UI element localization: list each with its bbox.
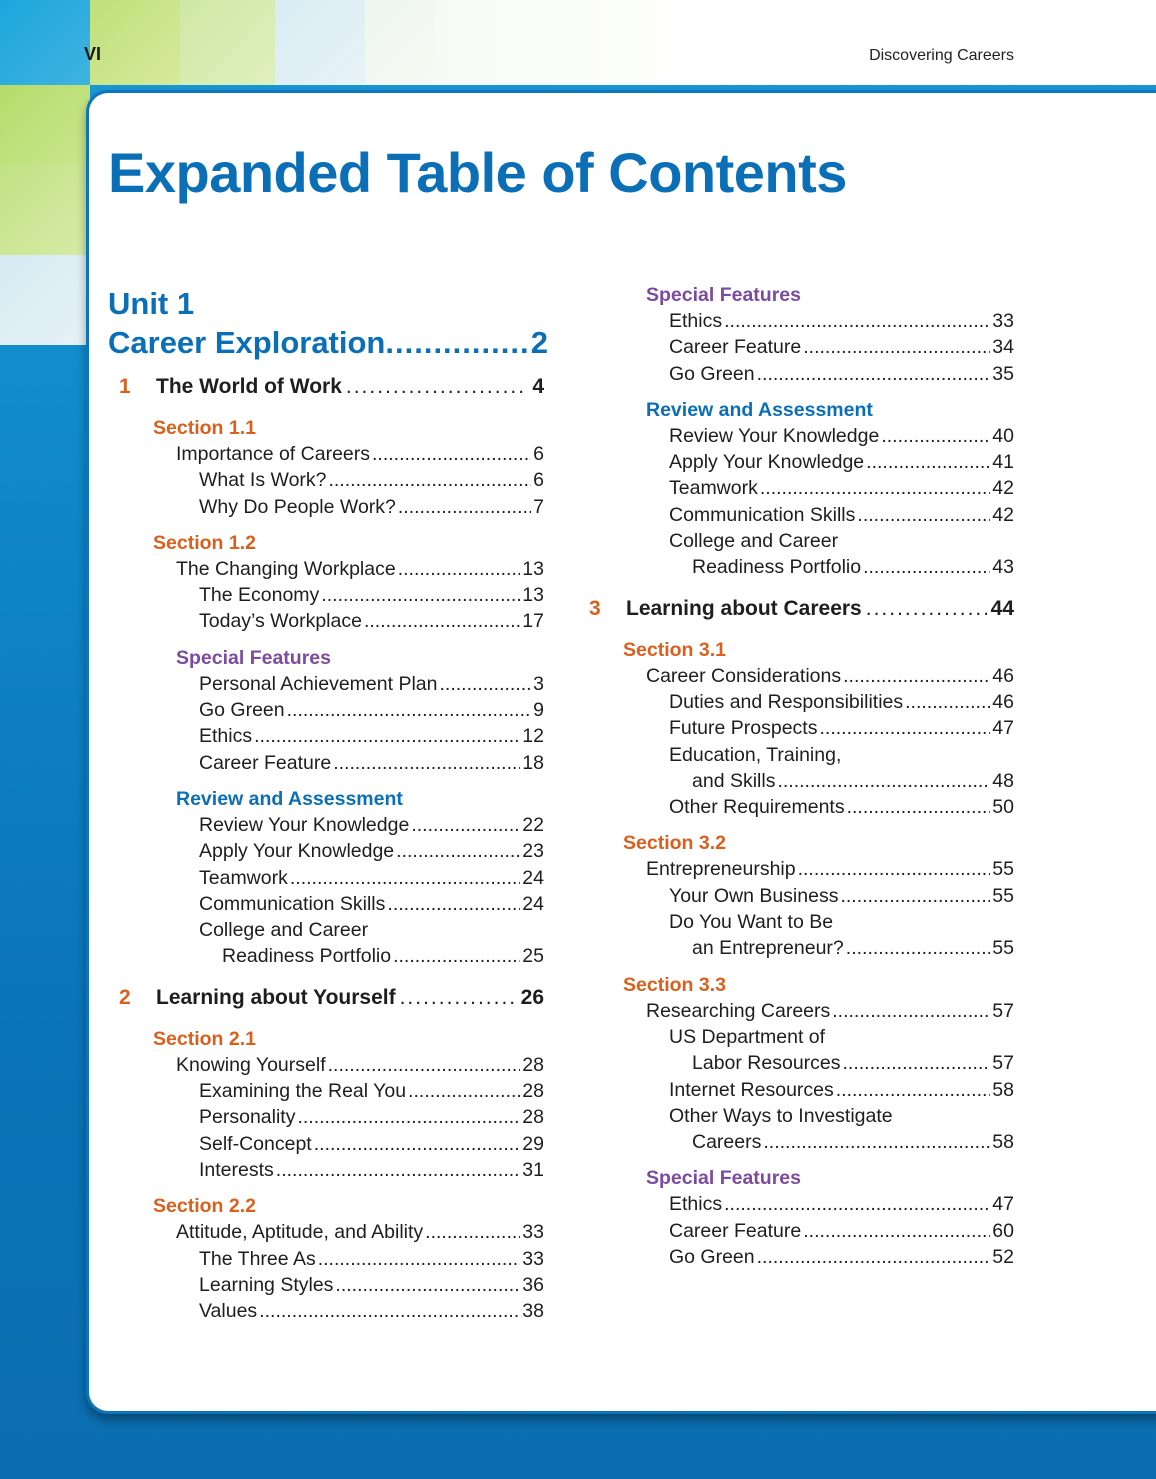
- entry-page: 18: [522, 751, 544, 774]
- entry-page: 42: [992, 477, 1014, 500]
- special-features-heading[interactable]: Special Features: [176, 646, 331, 669]
- leader-dots: [905, 689, 990, 715]
- entry-page: 41: [992, 451, 1014, 474]
- entry-label: What Is Work?: [199, 469, 327, 492]
- leader-dots: [760, 475, 990, 501]
- entry-page: 60: [992, 1219, 1014, 1242]
- entry-label: Labor Resources: [692, 1052, 841, 1075]
- leader-dots: [318, 1246, 521, 1272]
- entry-page: 33: [992, 310, 1014, 332]
- leader-dots: [398, 494, 531, 520]
- chapter-2[interactable]: [116, 980, 544, 1016]
- entry-page: 6: [533, 443, 544, 465]
- decor-tile: [0, 85, 90, 165]
- unit-page: 2: [530, 325, 548, 360]
- leader-dots: [297, 1104, 520, 1130]
- toc-entry[interactable]: [586, 768, 1014, 794]
- entry-page: 55: [992, 858, 1014, 881]
- entry-label: The Changing Workplace: [176, 557, 396, 580]
- leader-dots: [843, 663, 990, 689]
- leader-dots: [798, 856, 991, 882]
- entry-page: 23: [522, 840, 544, 863]
- toc-entry[interactable]: [116, 1157, 544, 1183]
- leader-dots: [400, 980, 517, 1016]
- leader-dots: [863, 554, 990, 580]
- entry-label: The Three As: [199, 1247, 316, 1270]
- entry-page: 17: [522, 610, 544, 633]
- entry-label: Learning Styles: [199, 1273, 334, 1296]
- entry-page: 57: [992, 999, 1014, 1022]
- decor-tile: [365, 0, 435, 85]
- leader-dots: [724, 308, 990, 334]
- chapter-number: 1: [119, 375, 131, 398]
- leader-dots: [843, 1050, 991, 1076]
- toc-entry[interactable]: [116, 723, 544, 749]
- entry-label: Go Green: [669, 362, 755, 385]
- chapter-title: The World of Work: [156, 375, 342, 398]
- entry-page: 58: [992, 1078, 1014, 1101]
- decor-tile: [0, 165, 90, 255]
- entry-label: Internet Resources: [669, 1078, 834, 1101]
- chapter-page: 26: [520, 985, 544, 1009]
- entry-page: 29: [522, 1132, 544, 1155]
- entry-page: 13: [522, 557, 544, 580]
- review-heading[interactable]: Review and Assessment: [176, 787, 403, 810]
- entry-label: Communication Skills: [199, 892, 386, 915]
- chapter-page: 44: [990, 596, 1014, 620]
- toc-column-left: [116, 369, 544, 1324]
- entry-page: 57: [992, 1052, 1014, 1075]
- entry-page: 24: [522, 892, 544, 915]
- special-features-heading[interactable]: Special Features: [646, 1167, 801, 1190]
- entry-label: Examining the Real You: [199, 1080, 407, 1103]
- entry-page: 40: [992, 424, 1014, 447]
- entry-label: Ethics: [669, 1193, 723, 1216]
- entry-label: Personality: [199, 1106, 296, 1129]
- unit-title: Career Exploration: [108, 325, 386, 360]
- entry-label: Career Feature: [199, 751, 332, 774]
- toc-entry[interactable]: [116, 467, 544, 493]
- toc-entry[interactable]: [586, 1244, 1014, 1270]
- leader-dots: [803, 334, 990, 360]
- entry-label: Careers: [692, 1131, 762, 1154]
- entry-page: 35: [992, 362, 1014, 385]
- leader-dots: [393, 943, 520, 969]
- decor-tile: [0, 255, 90, 345]
- leader-dots: [803, 1218, 990, 1244]
- entry-page: 24: [522, 866, 544, 889]
- entry-label: Go Green: [199, 699, 285, 722]
- chapter-page: 4: [532, 375, 544, 398]
- special-features-heading[interactable]: Special Features: [646, 284, 801, 306]
- toc-entry[interactable]: [586, 308, 1014, 334]
- entry-page: 43: [992, 556, 1014, 579]
- leader-dots: [335, 1272, 520, 1298]
- entry-page: 47: [992, 1193, 1014, 1216]
- leader-dots: [408, 1078, 520, 1104]
- toc-entry[interactable]: [586, 423, 1014, 449]
- entry-label: Teamwork: [669, 477, 758, 500]
- entry-label: Personal Achievement Plan: [199, 672, 438, 695]
- entry-label: Your Own Business: [669, 884, 839, 907]
- toc-entry[interactable]: [586, 883, 1014, 909]
- page-title: Expanded Table of Contents: [108, 141, 847, 204]
- chapter-3[interactable]: [586, 591, 1014, 627]
- toc-column-right: [586, 282, 1014, 1270]
- entry-page: 52: [992, 1246, 1014, 1269]
- leader-dots: [763, 1129, 990, 1155]
- toc-entry[interactable]: [586, 715, 1014, 741]
- toc-entry-line[interactable]: Education, Training,: [669, 743, 842, 766]
- leader-dots: [398, 556, 521, 582]
- leader-dots: [847, 794, 991, 820]
- review-heading[interactable]: Review and Assessment: [646, 398, 873, 421]
- toc-entry[interactable]: [586, 449, 1014, 475]
- entry-label: Ethics: [669, 310, 723, 332]
- leader-dots: [846, 935, 991, 961]
- entry-label: Researching Careers: [646, 999, 831, 1022]
- toc-entry[interactable]: [116, 441, 544, 467]
- toc-entry-line[interactable]: College and Career: [199, 919, 369, 942]
- toc-entry[interactable]: [586, 361, 1014, 387]
- leader-dots: [372, 441, 531, 467]
- leader-dots: [329, 467, 532, 493]
- running-head: Discovering Careers: [869, 47, 1014, 64]
- leader-dots: [819, 715, 990, 741]
- entry-page: 58: [992, 1131, 1014, 1154]
- decor-tile: [0, 0, 90, 85]
- entry-page: 28: [522, 1053, 544, 1076]
- entry-page: 13: [522, 584, 544, 607]
- section-heading[interactable]: Section 3.3: [623, 973, 726, 996]
- entry-page: 34: [992, 336, 1014, 359]
- leader-dots: [832, 998, 990, 1024]
- leader-dots: [396, 838, 520, 864]
- toc-entry-line[interactable]: US Department of: [669, 1025, 826, 1048]
- leader-dots: [866, 591, 987, 627]
- toc-entry[interactable]: [116, 1246, 544, 1272]
- entry-page: 42: [992, 503, 1014, 526]
- toc-entry[interactable]: [586, 1129, 1014, 1155]
- toc-entry-line[interactable]: College and Career: [669, 530, 839, 553]
- toc-entry[interactable]: [116, 838, 544, 864]
- toc-entry[interactable]: [116, 1052, 544, 1078]
- entry-page: 7: [533, 495, 544, 518]
- leader-dots: [840, 883, 990, 909]
- toc-entry[interactable]: [116, 865, 544, 891]
- entry-label: Self-Concept: [199, 1132, 312, 1155]
- decor-tile: [275, 0, 365, 85]
- entry-page: 28: [522, 1080, 544, 1103]
- entry-label: Other Requirements: [669, 796, 845, 819]
- leader-dots: [425, 1219, 520, 1245]
- entry-label: Go Green: [669, 1246, 755, 1269]
- toc-entry[interactable]: [116, 750, 544, 776]
- toc-entry[interactable]: [116, 697, 544, 723]
- leader-dots: [757, 361, 991, 387]
- entry-label: Values: [199, 1300, 258, 1323]
- toc-entry[interactable]: [116, 1131, 544, 1157]
- entry-page: 22: [522, 813, 544, 836]
- toc-entry[interactable]: [586, 998, 1014, 1024]
- leader-dots: [333, 750, 520, 776]
- entry-label: Future Prospects: [669, 717, 818, 740]
- entry-page: 55: [992, 884, 1014, 907]
- toc-entry[interactable]: [116, 1104, 544, 1130]
- entry-label: Attitude, Aptitude, and Ability: [176, 1221, 424, 1244]
- unit-number: Unit 1: [108, 286, 195, 321]
- leader-dots: [328, 1052, 521, 1078]
- entry-page: 25: [522, 945, 544, 968]
- entry-page: 47: [992, 717, 1014, 740]
- entry-page: 48: [992, 769, 1014, 792]
- toc-entry[interactable]: [586, 794, 1014, 820]
- entry-label: Teamwork: [199, 866, 288, 889]
- entry-page: 12: [522, 725, 544, 748]
- chapter-number: 3: [589, 596, 601, 620]
- toc-entry[interactable]: [586, 1050, 1014, 1076]
- chapter-1[interactable]: [116, 369, 544, 405]
- leader-dots: [881, 423, 990, 449]
- leader-dots: [259, 1298, 520, 1324]
- entry-label: and Skills: [692, 769, 776, 792]
- entry-page: 55: [992, 937, 1014, 960]
- leader-dots: [724, 1191, 990, 1217]
- toc-entry[interactable]: [586, 935, 1014, 961]
- leader-dots: [346, 369, 528, 405]
- toc-entry[interactable]: [116, 812, 544, 838]
- leader-dots: [385, 323, 530, 362]
- section-heading[interactable]: Section 1.1: [153, 417, 256, 439]
- entry-page: 38: [522, 1300, 544, 1323]
- leader-dots: [411, 812, 520, 838]
- toc-entry[interactable]: [586, 689, 1014, 715]
- toc-entry-line[interactable]: Do You Want to Be: [669, 911, 834, 934]
- toc-entry[interactable]: [586, 663, 1014, 689]
- toc-entry[interactable]: [586, 1191, 1014, 1217]
- entry-page: 36: [522, 1273, 544, 1296]
- decor-tile: [90, 0, 180, 85]
- toc-entry[interactable]: [586, 1077, 1014, 1103]
- entry-label: Today’s Workplace: [199, 610, 362, 633]
- entry-label: Duties and Responsibilities: [669, 690, 904, 713]
- leader-dots: [857, 502, 990, 528]
- toc-entry[interactable]: [586, 502, 1014, 528]
- toc-entry[interactable]: [116, 608, 544, 634]
- chapter-number: 2: [119, 985, 131, 1009]
- entry-label: Career Feature: [669, 1219, 802, 1242]
- toc-entry[interactable]: [116, 943, 544, 969]
- entry-page: 3: [533, 672, 544, 695]
- entry-label: Career Feature: [669, 336, 802, 359]
- entry-label: Communication Skills: [669, 503, 856, 526]
- entry-label: Ethics: [199, 725, 253, 748]
- leader-dots: [321, 582, 520, 608]
- toc-entry[interactable]: [586, 334, 1014, 360]
- entry-page: 46: [992, 664, 1014, 687]
- leader-dots: [364, 608, 520, 634]
- entry-page: 9: [533, 699, 544, 722]
- entry-page: 33: [522, 1247, 544, 1270]
- toc-entry[interactable]: [116, 582, 544, 608]
- leader-dots: [439, 671, 531, 697]
- section-heading[interactable]: Section 3.1: [623, 638, 726, 661]
- leader-dots: [757, 1244, 991, 1270]
- leader-dots: [387, 891, 520, 917]
- chapter-title: Learning about Yourself: [156, 985, 396, 1009]
- section-heading[interactable]: Section 1.2: [153, 531, 256, 554]
- leader-dots: [290, 865, 520, 891]
- leader-dots: [836, 1077, 991, 1103]
- leader-dots: [777, 768, 990, 794]
- toc-entry[interactable]: [116, 1272, 544, 1298]
- page-number: VI: [84, 44, 102, 64]
- entry-page: 46: [992, 690, 1014, 713]
- entry-label: Review Your Knowledge: [199, 813, 410, 836]
- entry-label: Review Your Knowledge: [669, 424, 880, 447]
- section-heading[interactable]: Section 3.2: [623, 832, 726, 855]
- entry-label: Knowing Yourself: [176, 1053, 326, 1076]
- decor-tile: [180, 0, 275, 85]
- entry-label: Interests: [199, 1158, 274, 1181]
- entry-label: Readiness Portfolio: [692, 556, 862, 579]
- toc-entry[interactable]: [116, 556, 544, 582]
- toc-entry[interactable]: [116, 1298, 544, 1324]
- section-heading[interactable]: Section 2.2: [153, 1195, 256, 1218]
- unit-heading[interactable]: [108, 284, 548, 362]
- toc-entry[interactable]: [586, 1218, 1014, 1244]
- entry-label: Readiness Portfolio: [222, 945, 392, 968]
- entry-label: The Economy: [199, 584, 320, 607]
- section-heading[interactable]: Section 2.1: [153, 1027, 256, 1050]
- leader-dots: [254, 723, 520, 749]
- leader-dots: [866, 449, 990, 475]
- leader-dots: [314, 1131, 521, 1157]
- entry-label: Career Considerations: [646, 664, 842, 687]
- entry-label: Apply Your Knowledge: [199, 840, 395, 863]
- entry-label: Importance of Careers: [176, 443, 371, 465]
- entry-page: 6: [533, 469, 544, 492]
- toc-entry[interactable]: [586, 475, 1014, 501]
- entry-label: Apply Your Knowledge: [669, 451, 865, 474]
- header-band: [435, 0, 1156, 85]
- toc-entry[interactable]: [586, 856, 1014, 882]
- entry-page: 28: [522, 1106, 544, 1129]
- entry-page: 31: [522, 1158, 544, 1181]
- leader-dots: [287, 697, 532, 723]
- toc-entry-line[interactable]: Other Ways to Investigate: [669, 1104, 893, 1127]
- entry-label: Entrepreneurship: [646, 858, 796, 881]
- toc-entry[interactable]: [116, 1219, 544, 1245]
- entry-label: Why Do People Work?: [199, 495, 396, 518]
- chapter-title: Learning about Careers: [626, 596, 862, 620]
- toc-entry[interactable]: [116, 671, 544, 697]
- leader-dots: [276, 1157, 521, 1183]
- toc-entry[interactable]: [586, 554, 1014, 580]
- entry-label: an Entrepreneur?: [692, 937, 844, 960]
- entry-page: 50: [992, 796, 1014, 819]
- toc-entry[interactable]: [116, 494, 544, 520]
- entry-page: 33: [522, 1221, 544, 1244]
- toc-entry[interactable]: [116, 1078, 544, 1104]
- toc-entry[interactable]: [116, 891, 544, 917]
